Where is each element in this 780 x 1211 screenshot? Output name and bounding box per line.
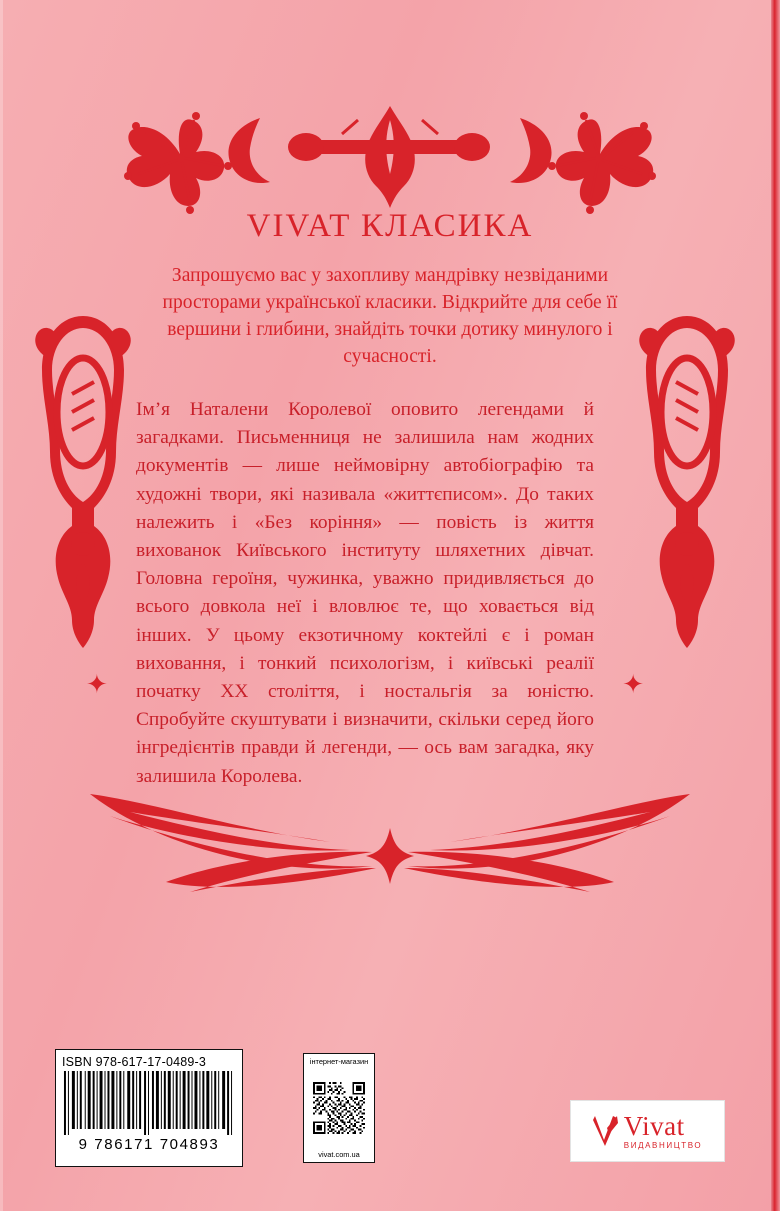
isbn-barcode-box [55, 1049, 243, 1167]
mirror-ornament-left [28, 312, 138, 652]
intro-paragraph: Запрошуємо вас у захопливу мандрівку незвіданими просторами української класики. Відкрийте для себе її вершини і глибини, знайдіть точки дотику минулого і сучасності. [162, 265, 618, 367]
vivat-classics-emblem [0, 96, 780, 226]
qr-code-box[interactable] [303, 1053, 375, 1163]
barcode-image [62, 1071, 236, 1135]
publisher-name: Vivat [623, 1110, 685, 1141]
publisher-subtitle: ВИДАВНИЦТВО [623, 1140, 703, 1150]
isbn-label: ISBN 978-617-17-0489-3 [62, 1055, 207, 1069]
publisher-logo [570, 1100, 725, 1162]
sparkle-icon-right: ✦ [622, 670, 644, 699]
vivat-v-icon [593, 1114, 619, 1148]
series-title: VIVAT КЛАСИКА [246, 208, 534, 244]
barcode-digits: 9 786171 704893 [78, 1136, 220, 1153]
sparkle-icon-left: ✦ [86, 670, 108, 699]
bottom-flourish-ornament [0, 786, 780, 906]
qr-label: інтернет-магазин [309, 1057, 369, 1066]
qr-code-image[interactable] [313, 1082, 365, 1134]
mirror-ornament-right [632, 312, 742, 652]
qr-url-label: vivat.com.ua [318, 1150, 360, 1159]
blurb-paragraph: Ім’я Наталени Королевої оповито легендами й загадками. Письменниця не залишила нам жодних документів — лише неймовірну автобіографію та художні твори, які називала «життєписом». До таких належить і «Без коріння» — повість із життя вихованок Київського інституту шляхетних дівчат. Головна героїня, чужинка, уважно придивляється до всього довкола неї і вловлює те, що ховається від інших. У цьому екзотичному коктейлі є і роман виховання, і тонкий психологізм, і київські реалії початку XX століття, і ностальгія за юністю. Спробуйте скуштувати і визначити, скільки серед його інгредієнтів правди й легенди, — ось вам загадка, яку залишила Королева. [136, 399, 594, 787]
